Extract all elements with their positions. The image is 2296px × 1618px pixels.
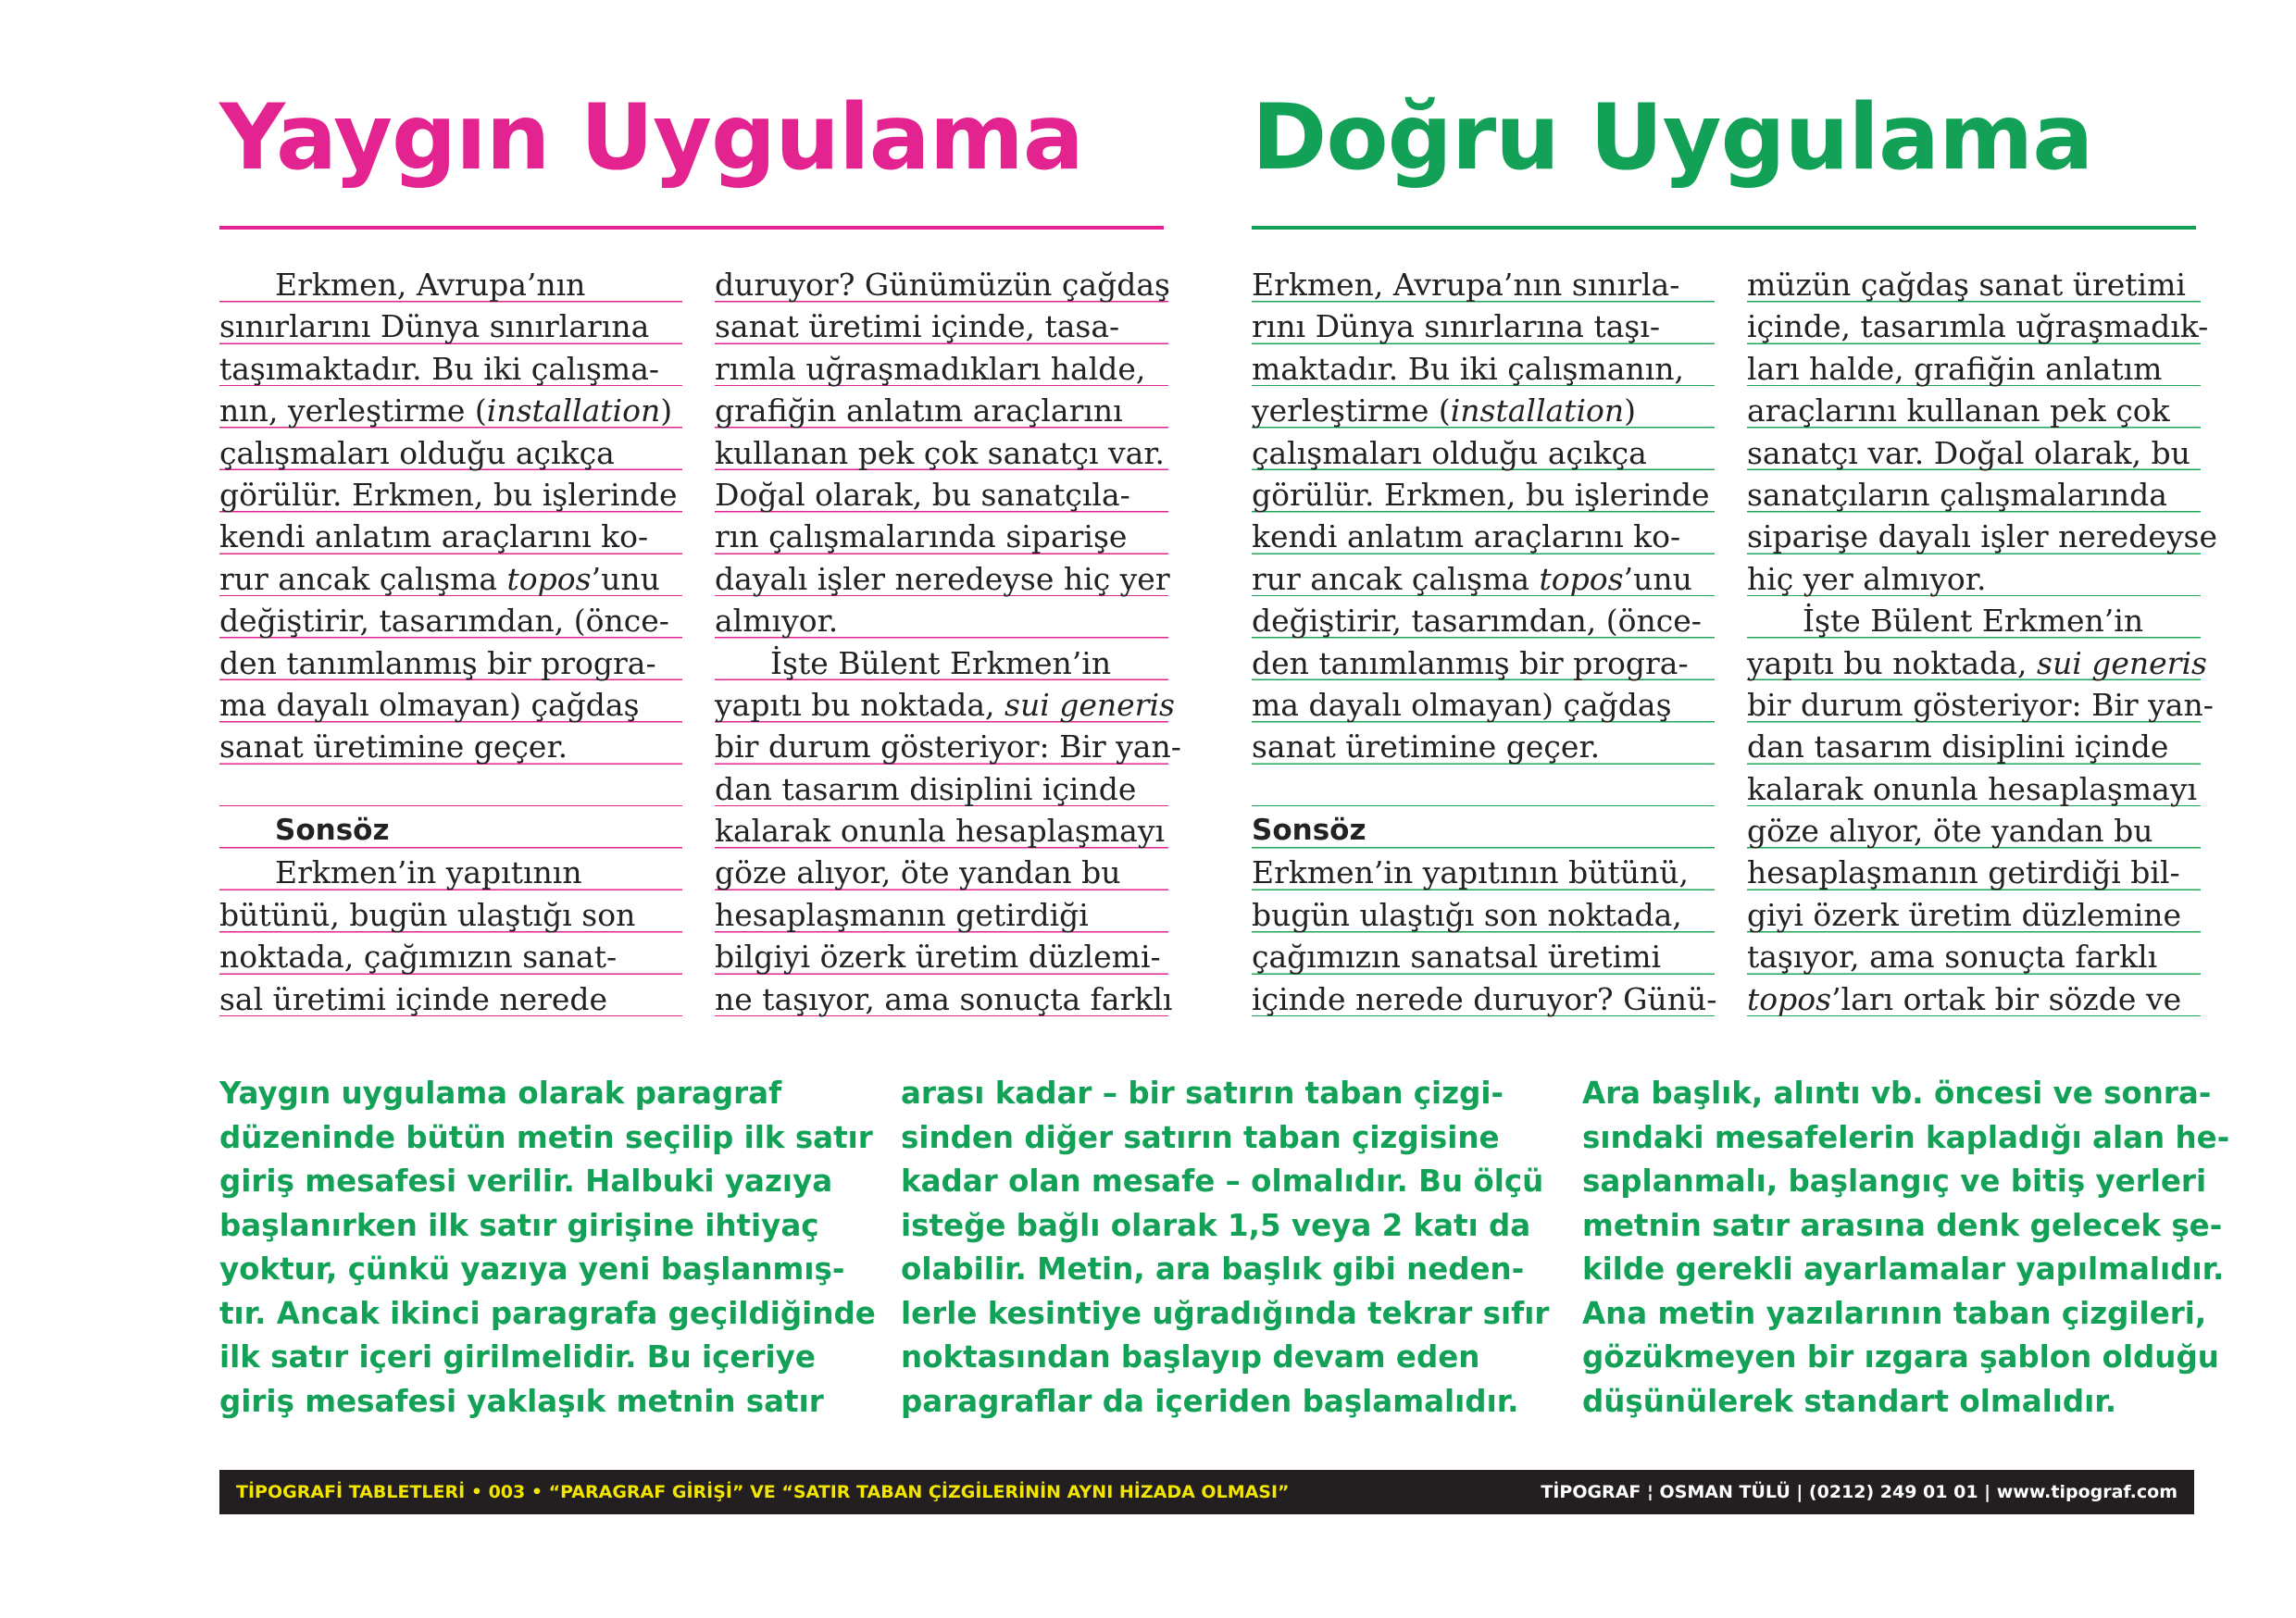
common-practice-title: Yaygın Uygulama [219, 85, 1083, 191]
explanation-line: Ana metin yazılarının taban çizgileri, [1582, 1295, 2207, 1331]
explanation-line: tır. Ancak ikinci paragrafa geçildiğinde [219, 1295, 876, 1331]
explanation-line: ilk satır içeri girilmelidir. Bu içeriye [219, 1339, 816, 1375]
text-line: taşımaktadır. Bu iki çalışma- [219, 350, 660, 387]
text-line: ma dayalı olmayan) çağdaş [219, 686, 640, 723]
text-line: değiştirir, tasarımdan, (önce- [219, 603, 669, 640]
explanation-line: sinden diğer satırın taban çizgisine [901, 1119, 1500, 1155]
explanation-line: paragraflar da içeriden başlamalıdır. [901, 1383, 1519, 1419]
text-line: sanatçıların çalışmalarında [1747, 476, 2167, 513]
explanation-line: noktasından başlayıp devam eden [901, 1339, 1480, 1375]
footer-bar [219, 1470, 2194, 1514]
explanation-line: olabilir. Metin, ara başlık gibi neden- [901, 1251, 1525, 1287]
text-line: Erkmen, Avrupa’nın [275, 267, 586, 303]
text-line: Erkmen, Avrupa’nın sınırla- [1252, 267, 1680, 303]
text-line: çalışmaları olduğu açıkça [219, 434, 615, 471]
text-line: hesaplaşmanın getirdiği bil- [1747, 854, 2180, 891]
subheading: Sonsöz [1252, 814, 1366, 848]
text-line: sal üretimi içinde nerede [219, 980, 608, 1017]
explanation-line: sındaki mesafelerin kapladığı alan he- [1582, 1119, 2230, 1155]
text-line: Erkmen’in yapıtının [275, 854, 582, 891]
explanation-line: giriş mesafesi verilir. Halbuki yazıya [219, 1164, 833, 1199]
explanation-column-2 [901, 1072, 1549, 1424]
text-line: rın çalışmalarında siparişe [715, 518, 1128, 555]
text-line: Erkmen’in yapıtının bütünü, [1252, 854, 1689, 891]
text-line: bütünü, bugün ulaştığı son [219, 896, 636, 933]
explanation-line: arası kadar – bir satırın taban çizgi- [901, 1076, 1504, 1111]
text-line: görülür. Erkmen, bu işlerinde [1252, 476, 1710, 513]
subheading: Sonsöz [275, 814, 390, 848]
text-line: kullanan pek çok sanatçı var. [715, 434, 1165, 471]
explanation-line: lerle kesintiye uğradığında tekrar sıfır [901, 1295, 1550, 1331]
text-line: sanat üretimine geçer. [1252, 728, 1601, 765]
text-line: çalışmaları olduğu açıkça [1252, 434, 1647, 471]
common-practice-column-1 [219, 264, 682, 1020]
text-line: ları halde, grafiğin anlatım [1747, 350, 2163, 387]
text-line: göze alıyor, öte yandan bu [1747, 813, 2153, 850]
text-line: rur ancak çalışma topos’unu [219, 560, 660, 597]
explanation-line: giriş mesafesi yaklaşık metnin satır [219, 1383, 824, 1419]
explanation-line: kadar olan mesafe – olmalıdır. Bu ölçü [901, 1164, 1544, 1199]
explanation-line: saplanmalı, başlangıç ve bitiş yerleri [1582, 1164, 2207, 1199]
text-line: dan tasarım disiplini içinde [1747, 728, 2169, 765]
text-line: grafiğin anlatım araçlarını [715, 392, 1123, 429]
explanation-line: kilde gerekli ayarlamalar yapılmalıdır. [1582, 1251, 2225, 1287]
text-line: sanatçı var. Doğal olarak, bu [1747, 434, 2190, 471]
text-line: bir durum gösteriyor: Bir yan- [715, 728, 1181, 765]
text-line: taşıyor, ama sonuçta farklı [1747, 939, 2158, 976]
text-line [1252, 768, 1715, 810]
text-line: nın, yerleştirme (installation) [219, 392, 673, 429]
footer-series-title: TİPOGRAFİ TABLETLERİ • 003 • “PARAGRAF GİRİŞİ” VE “SATIR TABAN ÇİZGİLERİNİN AYNI HİZADA OLMASI” [236, 1482, 1290, 1502]
text-line: hiç yer almıyor. [1747, 560, 1987, 597]
text-line: rımla uğraşmadıkları halde, [715, 350, 1146, 387]
text-line: siparişe dayalı işler neredeyse [1747, 518, 2217, 555]
text-line: İşte Bülent Erkmen’in [1803, 603, 2144, 640]
text-line: sanat üretimine geçer. [219, 728, 568, 765]
text-line: İşte Bülent Erkmen’in [770, 644, 1112, 681]
text-line: içinde nerede duruyor? Günü- [1252, 980, 1717, 1017]
text-line: maktadır. Bu iki çalışmanın, [1252, 350, 1685, 387]
text-line: göze alıyor, öte yandan bu [715, 854, 1121, 891]
text-line: kalarak onunla hesaplaşmayı [715, 813, 1166, 850]
text-line: sınırlarını Dünya sınırlarına [219, 308, 650, 345]
text-line: rını Dünya sınırlarına taşı- [1252, 308, 1661, 345]
text-line [219, 768, 682, 810]
explanation-column-1 [219, 1072, 876, 1424]
correct-practice-column-2 [1747, 264, 2217, 1020]
correct-practice-rule [1252, 226, 2196, 230]
explanation-line: başlanırken ilk satır girişine ihtiyaç [219, 1207, 819, 1243]
explanation-line: isteğe bağlı olarak 1,5 veya 2 katı da [901, 1207, 1531, 1243]
text-line: kalarak onunla hesaplaşmayı [1747, 770, 2198, 807]
correct-practice-title: Doğru Uygulama [1252, 85, 2093, 191]
explanation-line: yoktur, çünkü yazıya yeni başlanmış- [219, 1251, 845, 1287]
explanation-line: düzeninde bütün metin seçilip ilk satır [219, 1119, 873, 1155]
explanation-line: düşünülerek standart olmalıdır. [1582, 1383, 2117, 1419]
text-line: müzün çağdaş sanat üretimi [1747, 267, 2186, 303]
text-line: değiştirir, tasarımdan, (önce- [1252, 603, 1702, 640]
text-line: yapıtı bu noktada, sui generis [1747, 644, 2207, 681]
explanation-line: gözükmeyen bir ızgara şablon olduğu [1582, 1339, 2219, 1375]
explanation-line: Yaygın uygulama olarak paragraf [219, 1076, 782, 1111]
footer-contact: TİPOGRAF ¦ OSMAN TÜLÜ | (0212) 249 01 01 | www.tipograf.com [1541, 1482, 2177, 1502]
text-line: duruyor? Günümüzün çağdaş [715, 267, 1170, 303]
text-line: dan tasarım disiplini içinde [715, 770, 1137, 807]
explanation-line: metnin satır arasına denk gelecek şe- [1582, 1207, 2223, 1243]
text-line: noktada, çağımızın sanat- [219, 939, 618, 976]
text-line: hesaplaşmanın getirdiği [715, 896, 1089, 933]
text-line: topos’ları ortak bir sözde ve [1747, 980, 2182, 1017]
text-line: yapıtı bu noktada, sui generis [715, 686, 1175, 723]
text-line: çağımızın sanatsal üretimi [1252, 939, 1662, 976]
text-line: bilgiyi özerk üretim düzlemi- [715, 939, 1161, 976]
text-line: dayalı işler neredeyse hiç yer [715, 560, 1170, 597]
text-line: den tanımlanmış bir progra- [219, 644, 656, 681]
text-line: Doğal olarak, bu sanatçıla- [715, 476, 1130, 513]
text-line: içinde, tasarımla uğraşmadık- [1747, 308, 2209, 345]
text-line: den tanımlanmış bir progra- [1252, 644, 1689, 681]
text-line: görülür. Erkmen, bu işlerinde [219, 476, 678, 513]
text-line: bir durum gösteriyor: Bir yan- [1747, 686, 2214, 723]
common-practice-rule [219, 226, 1164, 230]
text-line: sanat üretimi içinde, tasa- [715, 308, 1120, 345]
text-line: yerleştirme (installation) [1252, 392, 1637, 429]
text-line: kendi anlatım araçlarını ko- [1252, 518, 1681, 555]
text-line: bugün ulaştığı son noktada, [1252, 896, 1682, 933]
text-line: rur ancak çalışma topos’unu [1252, 560, 1692, 597]
text-line: giyi özerk üretim düzlemine [1747, 896, 2182, 933]
correct-practice-column-1 [1252, 264, 1715, 1020]
explanation-line: Ara başlık, alıntı vb. öncesi ve sonra- [1582, 1076, 2212, 1111]
text-line: ne taşıyor, ama sonuçta farklı [715, 980, 1173, 1017]
explanation-column-3 [1582, 1072, 2229, 1424]
text-line: ma dayalı olmayan) çağdaş [1252, 686, 1672, 723]
common-practice-column-2 [715, 264, 1181, 1020]
text-line: kendi anlatım araçlarını ko- [219, 518, 649, 555]
text-line: araçlarını kullanan pek çok [1747, 392, 2170, 429]
text-line: almıyor. [715, 603, 839, 640]
